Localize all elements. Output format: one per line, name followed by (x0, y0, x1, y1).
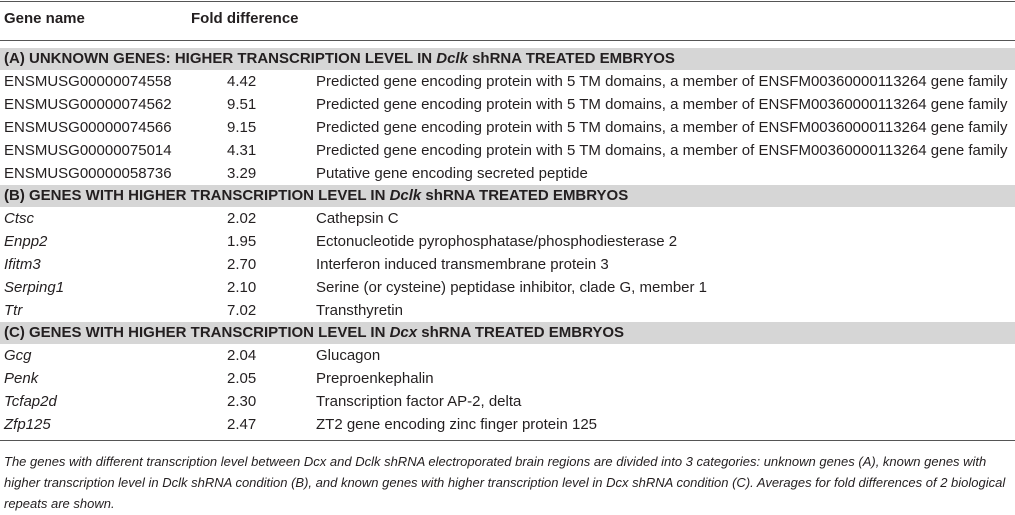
gene-name: Tcfap2d (4, 393, 57, 410)
section-a-heading: (A) UNKNOWN GENES: HIGHER TRANSCRIPTION LEVEL IN Dclk shRNA TREATED EMBRYOS (0, 48, 1015, 70)
gene-description: Predicted gene encoding protein with 5 TM domains, a member of ENSFM00360000113264 gene family (316, 119, 1008, 136)
table-row (0, 162, 1015, 185)
fold-value: 9.51 (227, 96, 257, 113)
gene-name: Enpp2 (4, 233, 48, 250)
table-row (0, 344, 1015, 367)
table-row (0, 93, 1015, 116)
gene-description: Serine (or cysteine) peptidase inhibitor, clade G, member 1 (316, 279, 708, 296)
gene-description: ZT2 gene encoding zinc finger protein 125 (316, 416, 598, 433)
gene-name: Ctsc (4, 210, 34, 227)
gene-description: Preproenkephalin (316, 370, 434, 387)
table-row (0, 230, 1015, 253)
gene-description: Ectonucleotide pyrophosphatase/phosphodiesterase 2 (316, 233, 678, 250)
gene-description: Interferon induced transmembrane protein 3 (316, 256, 609, 273)
gene-name: ENSMUSG00000074562 (4, 96, 172, 113)
gene-name: Gcg (4, 347, 32, 364)
table-row (0, 367, 1015, 390)
fold-value: 2.04 (227, 347, 257, 364)
fold-value: 2.70 (227, 256, 257, 273)
table-row (0, 276, 1015, 299)
header-rule (0, 40, 1015, 41)
gene-description: Glucagon (316, 347, 381, 364)
table-row (0, 116, 1015, 139)
gene-name: ENSMUSG00000074558 (4, 73, 172, 90)
bottom-rule (0, 440, 1015, 441)
gene-name: Zfp125 (4, 416, 51, 433)
fold-value: 2.10 (227, 279, 257, 296)
gene-description: Transthyretin (316, 302, 403, 319)
table-footnote: The genes with different transcription level between Dcx and Dclk shRNA electroporated brain regions are divided into 3 categories: unknown genes (A), known genes with higher transcription level in Dclk shRNA condition (B), and known genes with higher transcription level in Dcx shRNA condition (C). Averages for fold differences of 2 biological repeats are shown. (4, 454, 1006, 511)
gene-name: ENSMUSG00000075014 (4, 142, 172, 159)
table-row (0, 299, 1015, 322)
table-row (0, 413, 1015, 436)
table-row (0, 139, 1015, 162)
gene-description: Transcription factor AP-2, delta (316, 393, 522, 410)
table-row (0, 207, 1015, 230)
fold-value: 2.05 (227, 370, 257, 387)
gene-name: Serping1 (4, 279, 65, 296)
table-row (0, 390, 1015, 413)
fold-value: 2.02 (227, 210, 257, 227)
fold-value: 2.30 (227, 393, 257, 410)
gene-name: Ttr (4, 302, 23, 319)
fold-value: 4.42 (227, 73, 257, 90)
table-row (0, 253, 1015, 276)
header-fold-difference: Fold difference (191, 10, 299, 27)
gene-name: ENSMUSG00000058736 (4, 165, 172, 182)
top-rule (0, 1, 1015, 2)
gene-description: Predicted gene encoding protein with 5 TM domains, a member of ENSFM00360000113264 gene family (316, 96, 1008, 113)
fold-value: 9.15 (227, 119, 257, 136)
gene-description: Predicted gene encoding protein with 5 TM domains, a member of ENSFM00360000113264 gene family (316, 73, 1008, 90)
section-b-heading: (B) GENES WITH HIGHER TRANSCRIPTION LEVEL IN Dclk shRNA TREATED EMBRYOS (0, 185, 1015, 207)
gene-name: Penk (4, 370, 39, 387)
fold-value: 3.29 (227, 165, 257, 182)
gene-name: ENSMUSG00000074566 (4, 119, 172, 136)
gene-description: Predicted gene encoding protein with 5 TM domains, a member of ENSFM00360000113264 gene family (316, 142, 1008, 159)
header-gene-name: Gene name (4, 10, 85, 27)
fold-value: 7.02 (227, 302, 257, 319)
gene-description: Cathepsin C (316, 210, 399, 227)
fold-value: 1.95 (227, 233, 257, 250)
table-row (0, 70, 1015, 93)
gene-description: Putative gene encoding secreted peptide (316, 165, 588, 182)
fold-value: 2.47 (227, 416, 257, 433)
gene-name: Ifitm3 (4, 256, 41, 273)
fold-value: 4.31 (227, 142, 257, 159)
section-c-heading: (C) GENES WITH HIGHER TRANSCRIPTION LEVEL IN Dcx shRNA TREATED EMBRYOS (0, 322, 1015, 344)
